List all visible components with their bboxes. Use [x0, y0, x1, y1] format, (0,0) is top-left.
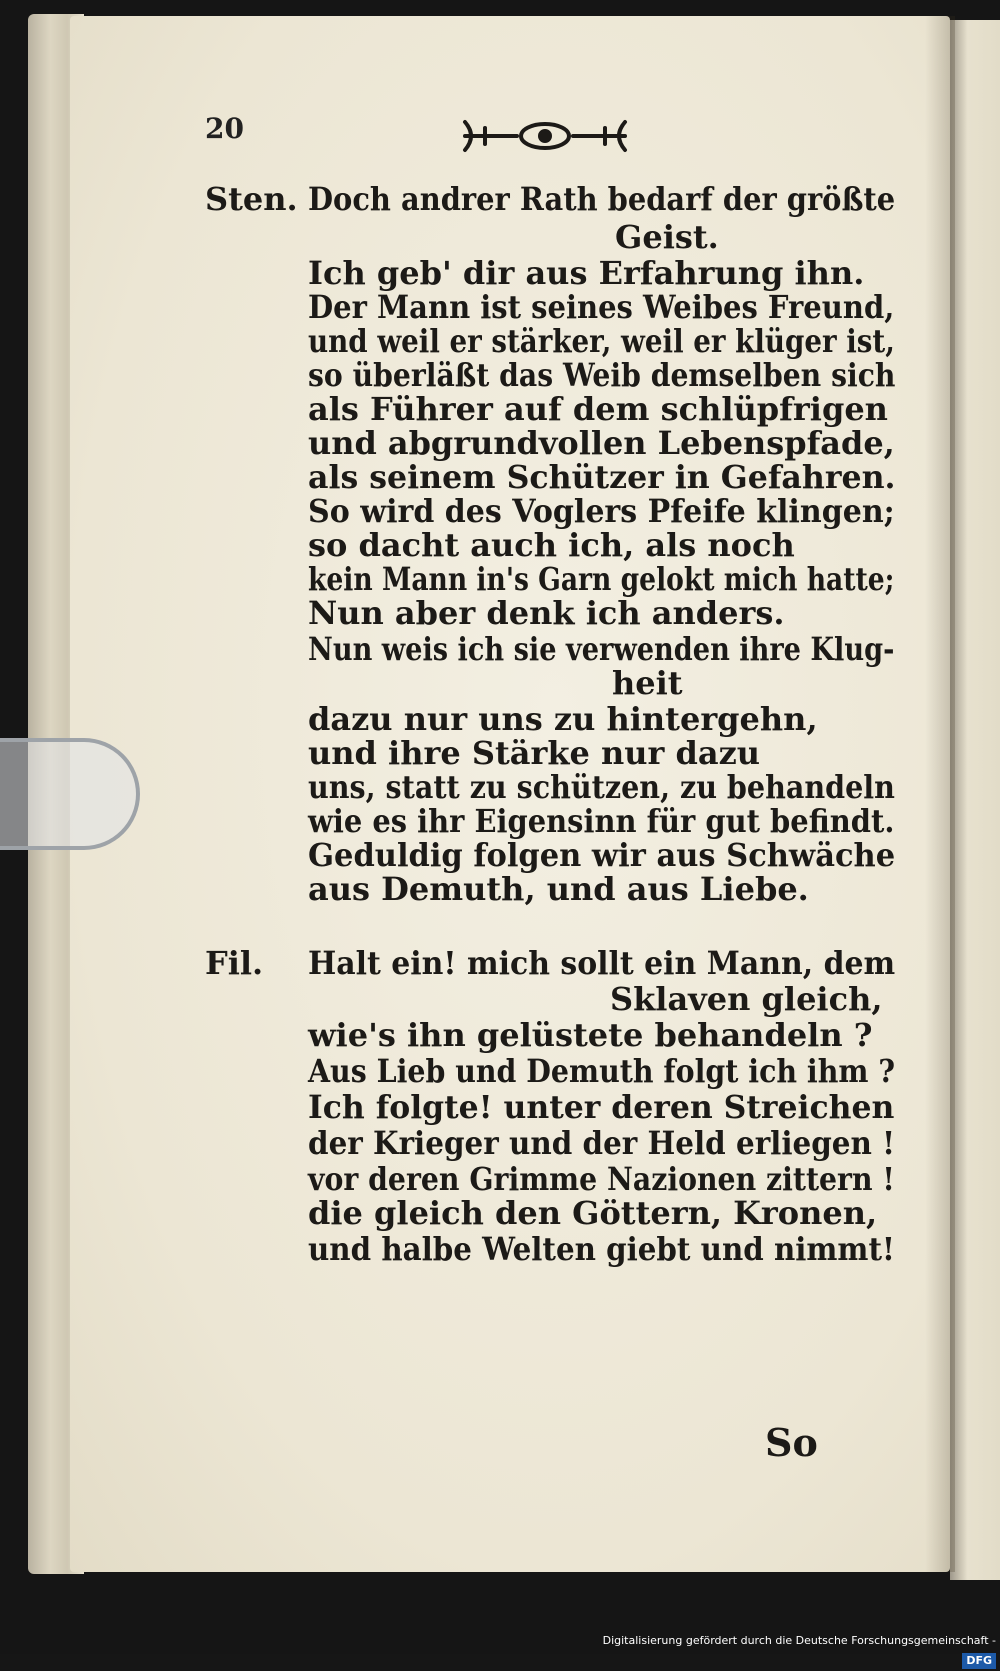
verse-line: und halbe Welten giebt und nimmt!	[308, 1230, 895, 1268]
verse-line: Doch andrer Rath bedarf der größte	[308, 180, 896, 218]
gutter-shadow	[925, 16, 955, 1572]
verse-line: und ihre Stärke nur dazu	[308, 734, 761, 772]
verse-line: der Krieger und der Held erliegen !	[308, 1124, 896, 1162]
footer-text: Digitalisierung gefördert durch die Deutsche Forschungsgemeinschaft -	[602, 1634, 996, 1647]
verse-line: als seinem Schützer in Gefahren.	[308, 458, 896, 496]
verse-line: Aus Lieb und Demuth folgt ich ihm ?	[308, 1052, 895, 1090]
catchword: So	[765, 1420, 818, 1465]
facing-page-edge	[950, 20, 1000, 1580]
verse-line: Geist.	[615, 218, 719, 256]
verse-line: kein Mann in's Garn gelokt mich hatte;	[308, 560, 895, 598]
verse-line: wie es ihr Eigensinn für gut befindt.	[308, 802, 895, 840]
verse-line: und weil er stärker, weil er klüger ist,	[308, 322, 895, 360]
verse-line: uns, statt zu schützen, zu behandeln	[308, 768, 895, 806]
speaker-label: Sten.	[205, 180, 298, 218]
verse-line: So wird des Voglers Pfeife klingen;	[308, 492, 895, 530]
verse-line: Nun weis ich sie verwenden ihre Klug-	[308, 630, 895, 668]
verse-line: so dacht auch ich, als noch	[308, 526, 795, 564]
page-clip	[0, 738, 140, 850]
verse-line: Nun aber denk ich anders.	[308, 594, 785, 632]
verse-line: Geduldig folgen wir aus Schwäche	[308, 836, 896, 874]
verse-line: Ich folgte! unter deren Streichen	[308, 1088, 895, 1126]
verse-line: die gleich den Göttern, Kronen,	[308, 1194, 878, 1232]
verse-line: wie's ihn gelüstete behandeln ?	[308, 1016, 873, 1054]
verse-line: Ich geb' dir aus Erfahrung ihn.	[308, 254, 865, 292]
verse-line: so überläßt das Weib demselben sich	[308, 356, 896, 394]
verse-line: Halt ein! mich sollt ein Mann, dem	[308, 944, 896, 982]
verse-line: Sklaven gleich,	[610, 980, 883, 1018]
verse-line: Der Mann ist seines Weibes Freund,	[308, 288, 895, 326]
verse-line: dazu nur uns zu hintergehn,	[308, 700, 818, 738]
verse-line: und abgrundvollen Lebenspfade,	[308, 424, 895, 462]
page-number: 20	[205, 112, 244, 145]
verse-line: heit	[612, 664, 683, 702]
verse-line: vor deren Grimme Nazionen zittern !	[308, 1160, 895, 1198]
footer-credit	[600, 1631, 1000, 1667]
verse-line: als Führer auf dem schlüpfrigen	[308, 390, 888, 428]
ornament-icon	[455, 114, 635, 158]
verse-line: aus Demuth, und aus Liebe.	[308, 870, 809, 908]
dfg-logo: DFG	[962, 1653, 996, 1669]
speaker-label: Fil.	[205, 944, 264, 982]
